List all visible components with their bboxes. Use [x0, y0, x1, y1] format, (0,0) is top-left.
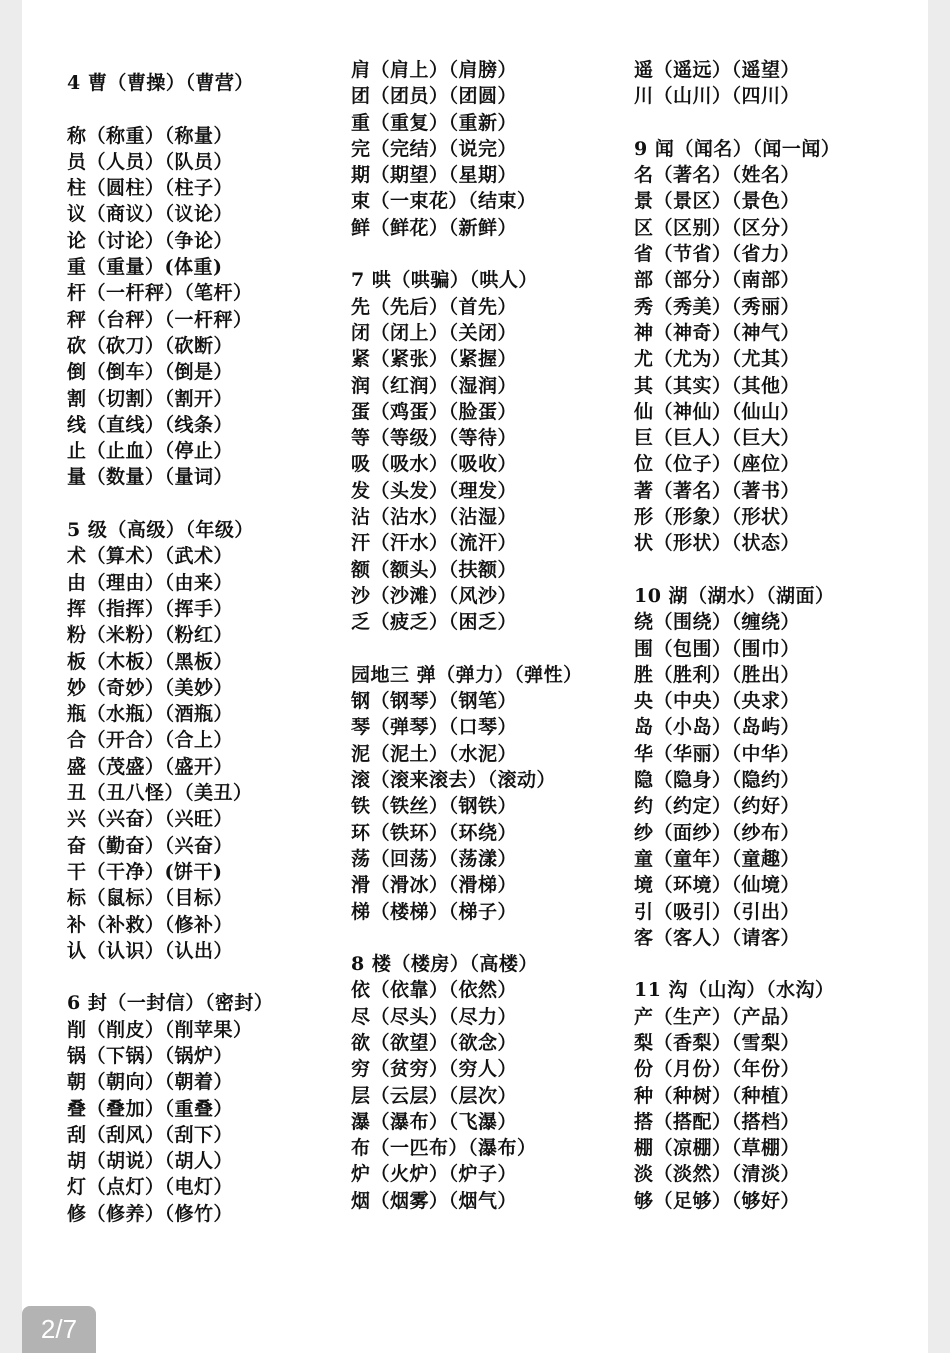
vocab-line: 布（一匹布）（瀑布） [351, 1137, 537, 1160]
blank-gap [351, 925, 583, 951]
vocab-line: 棚（凉棚）（草棚） [634, 1137, 801, 1160]
vocab-line: 滑（滑冰）（滑梯） [351, 874, 518, 897]
column-3 [634, 57, 840, 1214]
vocab-line: 吸（吸水）（吸收） [351, 453, 518, 476]
vocab-line: 润（红润）（湿润） [351, 374, 518, 397]
vocab-line: 滚（滚来滚去）（滚动） [351, 769, 557, 792]
vocab-line: 央（中央）（央求） [634, 690, 801, 713]
vocab-line: 汗（汗水）（流汗） [351, 532, 518, 555]
vocab-line: 期（期望）（星期） [351, 164, 518, 187]
vocab-line: 巨（巨人）（巨大） [634, 427, 801, 450]
vocab-line: 其（其实）（其他） [634, 374, 801, 397]
vocab-line: 够（足够）（够好） [634, 1189, 801, 1212]
vocab-line: 肩（肩上）（肩膀） [351, 59, 518, 81]
vocab-line: 倒（倒车）（倒是） [67, 361, 234, 384]
vocab-line: 10 湖（湖水）（湖面） [634, 584, 835, 607]
vocab-line: 环（铁环）（环绕） [351, 821, 518, 844]
blank-gap [634, 951, 840, 977]
vocab-line: 员（人员）（队员） [67, 150, 234, 173]
vocab-line: 围（包围）（围巾） [634, 637, 801, 660]
vocab-line: 4 曹（曹操）（曹营） [67, 72, 254, 94]
vocab-line: 8 楼（楼房）（高楼） [351, 953, 538, 976]
vocab-line: 砍（砍刀）（砍断） [67, 334, 234, 357]
vocab-line: 灯（点灯）（电灯） [67, 1176, 234, 1199]
vocab-line: 杆（一杆秤）（笔杆） [67, 282, 253, 305]
vocab-line: 份（月份）（年份） [634, 1058, 801, 1081]
vocab-line: 蛋（鸡蛋）（脸蛋） [351, 400, 518, 423]
vocab-line: 论（讨论）（争论） [67, 229, 234, 252]
vocab-line: 层（云层）（层次） [351, 1084, 518, 1107]
vocab-line: 术（算术）（武术） [67, 545, 234, 568]
vocab-line: 园地三 弹（弹力）（弹性） [351, 663, 583, 686]
vocab-line: 朝（朝向）（朝着） [67, 1071, 234, 1094]
vocab-line: 尤（尤为）（尤其） [634, 348, 801, 371]
blank-gap [67, 964, 273, 990]
vocab-line: 客（客人）（请客） [634, 926, 801, 949]
vocab-line: 妙（奇妙）（美妙） [67, 676, 234, 699]
vocab-line: 兴（兴奋）（兴旺） [67, 808, 234, 831]
vocab-line: 铁（铁丝）（钢铁） [351, 795, 518, 818]
vocab-line: 先（先后）（首先） [351, 295, 518, 318]
vocab-line: 胡（胡说）（胡人） [67, 1150, 234, 1173]
vocab-line: 5 级（高级）（年级） [67, 519, 254, 542]
vocab-line: 梯（楼梯）（梯子） [351, 900, 518, 923]
vocab-line: 挥（指挥）（挥手） [67, 597, 234, 620]
vocab-line: 沙（沙滩）（风沙） [351, 584, 518, 607]
vocab-line: 欲（欲望）（欲念） [351, 1031, 518, 1054]
vocab-line: 纱（面纱）（纱布） [634, 821, 801, 844]
vocab-line: 议（商议）（议论） [67, 203, 234, 226]
vocab-line: 由（理由）（由来） [67, 571, 234, 594]
vocab-line: 11 沟（山沟）（水沟） [634, 979, 835, 1002]
vocab-line: 荡（回荡）（荡漾） [351, 847, 518, 870]
vocab-line: 梨（香梨）（雪梨） [634, 1031, 801, 1054]
vocab-line: 搭（搭配）（搭档） [634, 1110, 801, 1133]
vocab-line: 种（种树）（种植） [634, 1084, 801, 1107]
vocab-line: 著（著名）（著书） [634, 479, 801, 502]
vocab-line: 柱（圆柱）（柱子） [67, 177, 234, 200]
vocab-line: 神（神奇）（神气） [634, 321, 801, 344]
blank-gap [634, 110, 840, 136]
vocab-line: 称（称重）（称量） [67, 124, 234, 147]
vocab-line: 淡（淡然）（清淡） [634, 1163, 801, 1186]
vocab-line: 认（认识）（认出） [67, 939, 234, 962]
vocab-line: 隐（隐身）（隐约） [634, 769, 801, 792]
vocab-line: 穷（贫穷）（穷人） [351, 1058, 518, 1081]
vocab-line: 童（童年）（童趣） [634, 847, 801, 870]
vocab-line: 丑（丑八怪）（美丑） [67, 782, 253, 805]
vocab-line: 割（切割）（割开） [67, 387, 234, 410]
blank-gap [351, 636, 583, 662]
vocab-line: 闭（闭上）（关闭） [351, 321, 518, 344]
blank-gap [67, 491, 273, 517]
vocab-line: 瀑（瀑布）（飞瀑） [351, 1110, 518, 1133]
vocab-line: 部（部分）（南部） [634, 269, 801, 292]
column-2 [351, 57, 583, 1214]
blank-gap [351, 241, 583, 267]
vocab-line: 奋（勤奋）（兴奋） [67, 834, 234, 857]
blank-gap [67, 96, 273, 122]
vocab-line: 重（重复）（重新） [351, 111, 518, 134]
vocab-line: 7 哄（哄骗）（哄人） [351, 269, 538, 292]
vocab-line: 约（约定）（约好） [634, 795, 801, 818]
vocab-line: 琴（弹琴）（口琴） [351, 716, 518, 739]
vocab-line: 尽（尽头）（尽力） [351, 1005, 518, 1028]
vocab-line: 束（一束花）（结束） [351, 190, 537, 213]
vocab-line: 乏（疲乏）（困乏） [351, 611, 518, 634]
vocab-line: 名（著名）（姓名） [634, 164, 801, 187]
vocab-line: 引（吸引）（引出） [634, 900, 801, 923]
vocab-line: 产（生产）（产品） [634, 1005, 801, 1028]
vocab-line: 补（补救）（修补） [67, 913, 234, 936]
vocab-line: 等（等级）（等待） [351, 427, 518, 450]
vocab-line: 秤（台秤）（一杆秤） [67, 308, 253, 331]
vocab-line: 粉（米粉）（粉红） [67, 624, 234, 647]
vocab-line: 干（干净）(饼干) [67, 860, 223, 883]
vocab-line: 华（华丽）（中华） [634, 742, 801, 765]
vocab-line: 团（团员）（团圆） [351, 85, 518, 108]
vocab-line: 形（形象）（形状） [634, 506, 801, 529]
vocab-line: 省（节省）（省力） [634, 243, 801, 266]
document-page [22, 0, 928, 1353]
vocab-line: 区（区别）（区分） [634, 216, 801, 239]
vocab-line: 境（环境）（仙境） [634, 874, 801, 897]
vocab-line: 秀（秀美）（秀丽） [634, 295, 801, 318]
vocab-line: 钢（钢琴）（钢笔） [351, 690, 518, 713]
vocab-line: 瓶（水瓶）（酒瓶） [67, 703, 234, 726]
vocab-line: 泥（泥土）（水泥） [351, 742, 518, 765]
vocab-line: 重（重量）(体重) [67, 256, 223, 279]
vocab-line: 修（修养）（修竹） [67, 1202, 234, 1225]
vocab-line: 炉（火炉）（炉子） [351, 1163, 518, 1186]
vocab-line: 量（数量）（量词） [67, 466, 234, 489]
vocab-line: 发（头发）（理发） [351, 479, 518, 502]
vocab-line: 鲜（鲜花）（新鲜） [351, 216, 518, 239]
vocab-line: 仙（神仙）（仙山） [634, 400, 801, 423]
vocab-line: 削（削皮）（削苹果） [67, 1018, 253, 1041]
vocab-line: 9 闻（闻名）（闻一闻） [634, 137, 841, 160]
vocab-line: 依（依靠）（依然） [351, 979, 518, 1002]
vocab-line: 盛（茂盛）（盛开） [67, 755, 234, 778]
vocab-line: 胜（胜利）（胜出） [634, 663, 801, 686]
vocab-line: 完（完结）（说完） [351, 137, 518, 160]
vocab-line: 额（额头）（扶额） [351, 558, 518, 581]
vocab-line: 紧（紧张）（紧握） [351, 348, 518, 371]
vocab-line: 合（开合）（合上） [67, 729, 234, 752]
vocab-line: 叠（叠加）（重叠） [67, 1097, 234, 1120]
vocab-line: 标（鼠标）（目标） [67, 887, 234, 910]
blank-gap [634, 557, 840, 583]
vocab-line: 川（山川）（四川） [634, 85, 801, 108]
vocab-line: 线（直线）（线条） [67, 413, 234, 436]
vocab-line: 状（形状）（状态） [634, 532, 801, 555]
vocab-line: 绕（围绕）（缠绕） [634, 611, 801, 634]
vocab-line: 刮（刮风）（刮下） [67, 1123, 234, 1146]
page-indicator: 2/7 [22, 1306, 96, 1353]
vocab-line: 烟（烟雾）（烟气） [351, 1189, 518, 1212]
vocab-line: 止（止血）（停止） [67, 440, 234, 463]
vocab-line: 景（景区）（景色） [634, 190, 801, 213]
vocab-line: 沾（沾水）（沾湿） [351, 506, 518, 529]
vocab-line: 板（木板）（黑板） [67, 650, 234, 673]
column-1 [67, 70, 273, 1227]
vocab-line: 遥（遥远）（遥望） [634, 59, 801, 81]
vocab-line: 锅（下锅）（锅炉） [67, 1044, 234, 1067]
vocab-line: 位（位子）（座位） [634, 453, 801, 476]
vocab-line: 6 封（一封信）（密封） [67, 992, 274, 1015]
vocab-line: 岛（小岛）（岛屿） [634, 716, 801, 739]
